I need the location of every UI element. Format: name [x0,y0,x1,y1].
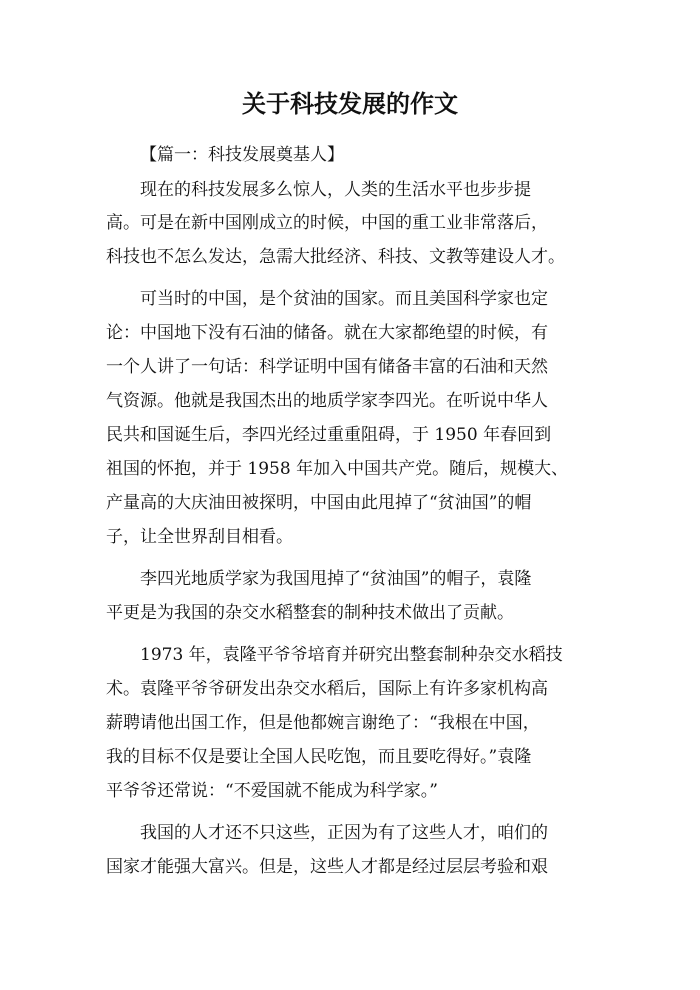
text-line: 论：中国地下没有石油的储备。就在大家都绝望的时候，有 [106,323,548,343]
text-line: 子，让全世界刮目相看。 [106,527,293,547]
section-heading: 【篇一：科技发展奠基人】 [140,145,344,165]
text-line: 气资源。他就是我国杰出的地质学家李四光。在听说中华人 [106,391,548,411]
text-line: 高。可是在新中国刚成立的时候，中国的重工业非常落后， [106,213,548,233]
text-line: 薪聘请他出国工作，但是他都婉言谢绝了：“我根在中国， [106,713,540,733]
text-line: 国家才能强大富兴。但是，这些人才都是经过层层考验和艰 [106,857,548,877]
text-line: 平更是为我国的杂交水稻整套的制种技术做出了贡献。 [106,603,514,623]
text-line: 现在的科技发展多么惊人，人类的生活水平也步步提 [140,180,531,200]
text-line: 一个人讲了一句话：科学证明中国有储备丰富的石油和天然 [106,357,548,377]
text-line: 我的目标不仅是要让全国人民吃饱，而且要吃得好。”袁隆 [106,747,532,767]
text-line: 科技也不怎么发达，急需大批经济、科技、文教等建设人才。 [106,247,565,267]
text-line: 平爷爷还常说：“不爱国就不能成为科学家。” [106,781,438,801]
text-line: 我国的人才还不只这些，正因为有了这些人才，咱们的 [140,823,548,843]
text-line: 产量高的大庆油田被探明，中国由此甩掉了“贫油国”的帽 [106,493,532,513]
text-line: 1973 年，袁隆平爷爷培育并研究出整套制种杂交水稻技 [140,645,563,665]
text-line: 可当时的中国，是个贫油的国家。而且美国科学家也定 [140,289,548,309]
text-line: 术。袁隆平爷爷研发出杂交水稻后，国际上有许多家机构高 [106,679,548,699]
text-line: 民共和国诞生后，李四光经过重重阻碍，于 1950 年春回到 [106,425,552,445]
text-line: 祖国的怀抱，并于 1958 年加入中国共产党。随后，规模大、 [106,459,569,479]
text-line: 李四光地质学家为我国甩掉了“贫油国”的帽子，袁隆 [140,569,532,589]
document-title: 关于科技发展的作文 [242,90,458,118]
